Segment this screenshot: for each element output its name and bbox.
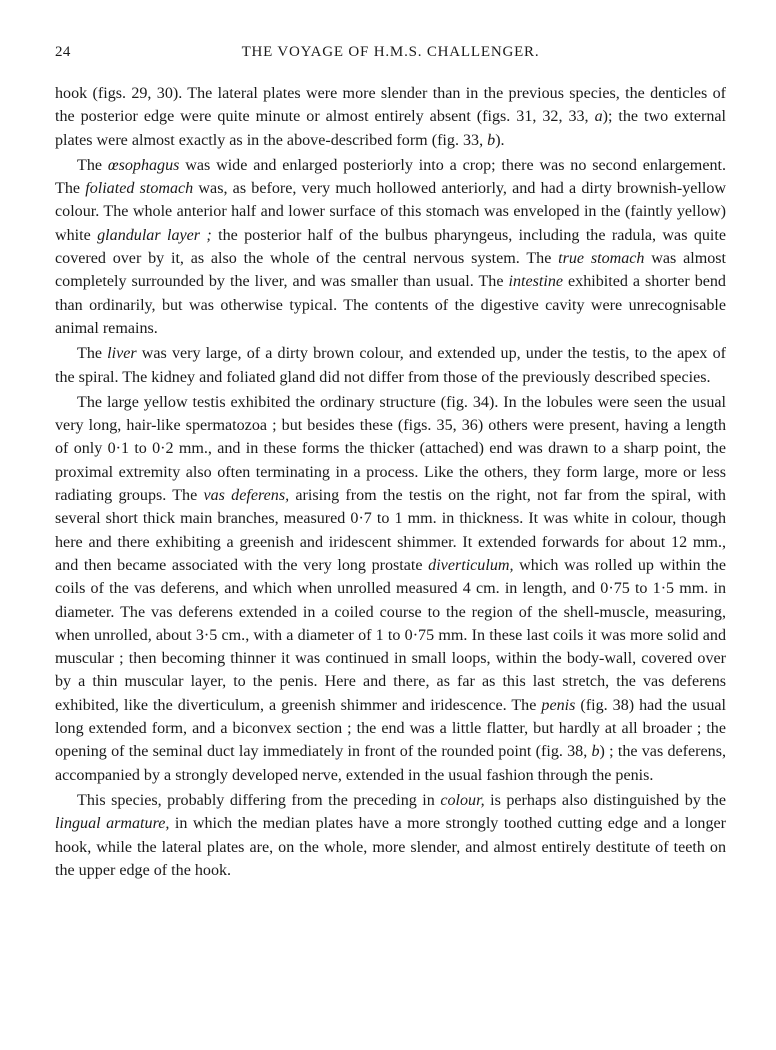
- italic-run: foliated stomach: [85, 180, 194, 198]
- paragraph-5: [55, 789, 726, 882]
- text-run: was wide and enlarged posteriorly into a crop; there was no second enlargement. The: [55, 156, 727, 198]
- paragraph-4: [55, 391, 726, 787]
- text-run: ); the two external plates were almost exactly as in the above-described form (fig. 33,: [55, 108, 727, 149]
- text-run: was, as before, very much hollowed anteriorly, and had a dirty brownish-yellow colour. The whole anterior half and lower surface of this stomach was enveloped in the (faintly yellow) white: [55, 180, 726, 244]
- italic-run: lingual armature,: [55, 815, 170, 833]
- paragraph-1: [55, 82, 726, 152]
- italic-run: diverticulum,: [428, 556, 514, 574]
- text-run: is perhaps also distinguished by the: [484, 791, 726, 809]
- text-run: the posterior half of the bulbus pharyngeus, including the radula, was quite covered over by it, as also the whole of the central nervous system. The: [55, 226, 726, 268]
- text-run: The large yellow testis exhibited the ordinary structure (fig. 34). In the lobules were seen the usual very long, hair-like spermatozoa ; but besides these (figs. 35, 36) others were present, having a length of only 0·1 to 0·2 mm., and in these forms the thicker (attached) end was drawn to a sharp point, the proximal extremity also often terminating in a process. Like the others, they form large, more or less radiating groups. The: [55, 393, 726, 505]
- text-run: was almost completely surrounded by the liver, and was smaller than usual. The: [55, 250, 726, 291]
- body-text: [55, 82, 726, 882]
- text-run: arising from the testis on the right, not far from the spiral, with several short thick main branches, measured 0·7 to 1 mm. in thickness. It was white in colour, though here and there exhibiting a greenish and iridescent shimmer. It extended forwards for about 12 mm., and then became associated with the very long prostate: [55, 487, 726, 574]
- italic-run: colour,: [440, 791, 485, 809]
- italic-run: b: [591, 743, 600, 761]
- italic-run: intestine: [508, 273, 564, 291]
- italic-run: true stomach: [558, 250, 645, 268]
- italic-run: liver: [107, 345, 137, 363]
- italic-run: b: [487, 131, 496, 149]
- running-title: THE VOYAGE OF H.M.S. CHALLENGER.: [241, 44, 540, 60]
- italic-run: vas deferens,: [203, 487, 290, 505]
- text-run: which was rolled up within the coils of the vas deferens, and which when unrolled measured 4 cm. in length, and 0·75 to 1·5 mm. in diameter. The vas deferens extended in a coiled course to the region of the shell-muscle, measuring, when unrolled, about 3·5 cm., with a diameter of 1 to 0·75 mm. In these last coils it was more solid and muscular ; then becoming thinner it was continued in small loops, within the body-wall, covered over by a thin muscular layer, to the penis. Here and there, as far as this last stretch, the vas deferens exhibited, like the diverticulum, a greenish shimmer and iridescence. The: [55, 556, 726, 714]
- text-run: was very large, of a dirty brown colour, and extended up, under the testis, to the apex of the spiral. The kidney and foliated gland did not differ from those of the previously described species.: [55, 345, 726, 386]
- paragraph-2: [55, 154, 726, 340]
- text-run: This species, probably differing from the preceding in: [77, 791, 441, 809]
- paragraph-3: [55, 342, 726, 389]
- text-run: ) ; the vas deferens, accompanied by a strongly developed nerve, extended in the usual fashion through the penis.: [55, 743, 726, 784]
- text-run: in which the median plates have a more strongly toothed cutting edge and a longer hook, while the lateral plates are, on the whole, more slender, and almost entirely destitute of teeth on the upper edge of the hook.: [55, 815, 726, 879]
- italic-run: a: [594, 108, 603, 126]
- text-run: The: [77, 156, 108, 174]
- text-run: ).: [495, 131, 505, 149]
- italic-run: œsophagus: [107, 156, 180, 174]
- text-run: The: [77, 345, 108, 363]
- text-run: (fig. 38) had the usual long extended form, and a biconvex section ; the end was a little flatter, but hardly at all broader ; the opening of the seminal duct lay immediately in front of the rounded point (fig. 38,: [55, 696, 726, 761]
- italic-run: glandular layer ;: [97, 226, 212, 244]
- italic-run: penis: [541, 696, 576, 714]
- text-run: exhibited a shorter bend than ordinarily, but was otherwise typical. The contents of the digestive cavity were unrecognisable animal remains.: [55, 273, 726, 337]
- page-number: 24: [55, 44, 71, 60]
- page-header: [55, 44, 726, 66]
- text-run: hook (figs. 29, 30). The lateral plates were more slender than in the previous species, the denticles of the posterior edge were quite minute or almost entirely absent (figs. 31, 32, 33,: [55, 85, 726, 126]
